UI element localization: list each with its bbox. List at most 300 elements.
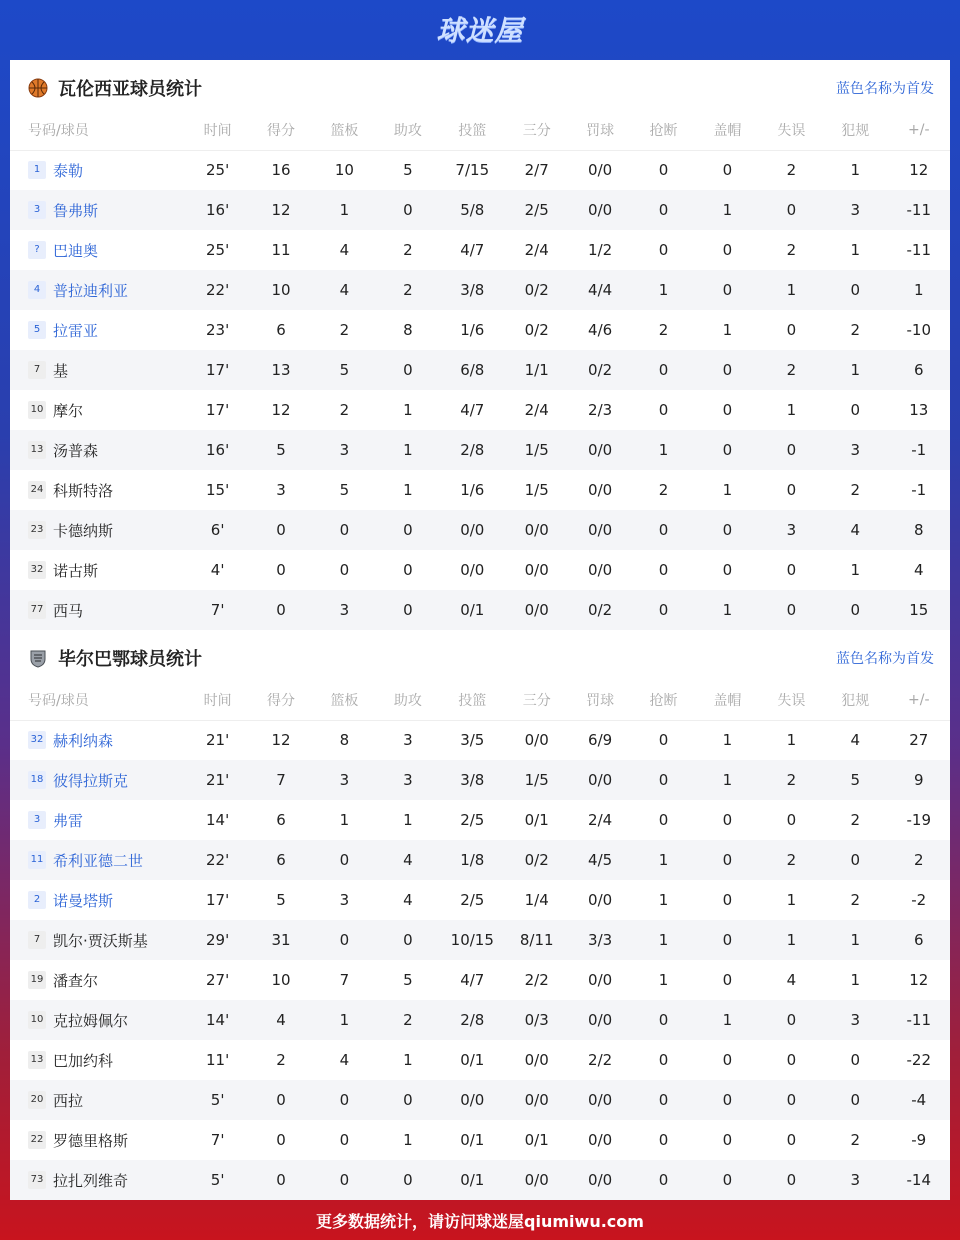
stat-cell: 0 (376, 1080, 439, 1120)
player-cell (10, 760, 186, 800)
stat-cell: 5 (823, 760, 887, 800)
stat-cell: 0 (632, 1080, 695, 1120)
stat-cell: -4 (888, 1080, 951, 1120)
stat-cell: 0 (760, 550, 823, 590)
stat-cell: 9 (888, 760, 951, 800)
stat-cell: 0 (695, 880, 759, 920)
jersey-number-badge: 77 (28, 601, 46, 619)
stat-cell: 0 (313, 840, 376, 880)
jersey-number-badge: 7 (28, 361, 46, 379)
stat-cell: -11 (888, 1000, 951, 1040)
stat-cell: 0 (376, 190, 439, 230)
stat-cell: 11' (186, 1040, 249, 1080)
basketball-icon (28, 78, 48, 98)
stat-cell: 0/0 (568, 190, 631, 230)
stat-cell: 4 (313, 270, 376, 310)
stat-cell: 0/0 (505, 1160, 568, 1200)
stat-cell: 0 (823, 840, 887, 880)
player-name-link[interactable]: 摩尔 (53, 401, 84, 420)
stat-cell: 2/2 (505, 960, 568, 1000)
stat-cell: 3 (376, 760, 439, 800)
stat-cell: -22 (888, 1040, 951, 1080)
stat-cell: 22' (186, 270, 249, 310)
player-cell (10, 880, 186, 920)
stat-cell: 1 (823, 350, 887, 390)
stat-cell: 0/0 (568, 880, 631, 920)
column-header: +/- (888, 110, 951, 150)
shield-crest-icon (28, 648, 48, 668)
stat-cell: 0 (695, 960, 759, 1000)
stat-cell: 0 (695, 430, 759, 470)
player-cell (10, 1000, 186, 1040)
column-header: 失误 (760, 680, 823, 720)
stat-cell: 1 (376, 470, 439, 510)
stat-cell: 0/2 (568, 350, 631, 390)
stat-cell: 0/0 (568, 430, 631, 470)
player-name-link[interactable]: 克拉姆佩尔 (53, 1011, 129, 1030)
stat-cell: 0 (823, 1080, 887, 1120)
column-header: 篮板 (313, 110, 376, 150)
stat-cell: 0/2 (505, 310, 568, 350)
stat-cell: 0 (695, 510, 759, 550)
starter-legend: 蓝色名称为首发 (836, 651, 934, 667)
stat-cell: 0 (313, 1080, 376, 1120)
jersey-number-badge: 32 (28, 731, 46, 749)
stat-cell: 2 (888, 840, 951, 880)
player-name-link[interactable]: 希利亚德二世 (53, 851, 144, 870)
player-name-link[interactable]: 拉扎列维奇 (53, 1171, 129, 1190)
table-row (10, 470, 950, 510)
stat-cell: 0 (632, 800, 695, 840)
stat-cell: 6' (186, 510, 249, 550)
stat-cell: 3 (823, 1160, 887, 1200)
stat-cell: 0/0 (568, 1080, 631, 1120)
table-row (10, 1120, 950, 1160)
column-header: 得分 (249, 680, 312, 720)
stat-cell: 0/0 (568, 1160, 631, 1200)
stat-cell: 4/7 (440, 230, 505, 270)
stat-cell: 2 (313, 390, 376, 430)
stat-cell: 1 (632, 960, 695, 1000)
jersey-number-badge: 73 (28, 1171, 46, 1189)
stat-cell: 0/1 (440, 1160, 505, 1200)
player-cell (10, 510, 186, 550)
jersey-number-badge: 3 (28, 811, 46, 829)
jersey-number-badge: 5 (28, 321, 46, 339)
stat-cell: 0 (760, 800, 823, 840)
table-row (10, 430, 950, 470)
stat-cell: 0 (695, 230, 759, 270)
stat-cell: 8/11 (505, 920, 568, 960)
stat-cell: 0 (632, 230, 695, 270)
stat-cell: -11 (888, 230, 951, 270)
jersey-number-badge: 7 (28, 931, 46, 949)
stat-cell: 2 (823, 310, 887, 350)
stat-cell: 17' (186, 390, 249, 430)
stat-cell: 10 (249, 960, 312, 1000)
table-header-row (10, 680, 950, 720)
stat-cell: 0 (695, 840, 759, 880)
stat-cell: 0/0 (568, 1000, 631, 1040)
stat-cell: 0 (695, 920, 759, 960)
stat-cell: 3/5 (440, 720, 505, 760)
player-cell (10, 1080, 186, 1120)
stat-cell: 0 (823, 390, 887, 430)
stat-cell: 0 (632, 1040, 695, 1080)
stat-cell: 2/7 (505, 150, 568, 190)
stat-cell: 4/5 (568, 840, 631, 880)
jersey-number-badge: 22 (28, 1131, 46, 1149)
table-row (10, 800, 950, 840)
stat-cell: 0/2 (505, 840, 568, 880)
column-header: 盖帽 (695, 680, 759, 720)
stat-cell: 1 (695, 470, 759, 510)
stat-cell: 0/0 (568, 150, 631, 190)
player-name-link[interactable]: 科斯特洛 (53, 481, 114, 500)
player-name-link[interactable]: 普拉迪利亚 (53, 281, 129, 300)
table-row (10, 230, 950, 270)
stat-cell: 5' (186, 1080, 249, 1120)
stat-cell: 6/9 (568, 720, 631, 760)
stat-cell: 2 (760, 350, 823, 390)
stat-cell: 0 (760, 1000, 823, 1040)
stat-cell: 0 (760, 1040, 823, 1080)
player-name-link[interactable]: 弗雷 (53, 811, 84, 830)
player-name-link[interactable]: 西拉 (53, 1091, 84, 1110)
stat-cell: 0 (760, 310, 823, 350)
player-name-link[interactable]: 拉雷亚 (53, 321, 99, 340)
stat-cell: 0/0 (568, 550, 631, 590)
player-name-link[interactable]: 基 (53, 361, 69, 380)
stat-cell: 12 (888, 960, 951, 1000)
stat-cell: 1 (695, 310, 759, 350)
stat-cell: 2/4 (568, 800, 631, 840)
player-cell (10, 800, 186, 840)
stat-cell: 4 (376, 880, 439, 920)
jersey-number-badge: 32 (28, 561, 46, 579)
stat-cell: 0/0 (568, 470, 631, 510)
stat-cell: 2/5 (505, 190, 568, 230)
stat-cell: 17' (186, 880, 249, 920)
stat-cell: 1 (695, 1000, 759, 1040)
stat-cell: 1 (632, 270, 695, 310)
stat-cell: 4 (313, 230, 376, 270)
stat-cell: 0/0 (505, 590, 568, 630)
stat-cell: 0 (695, 550, 759, 590)
stat-cell: 3 (313, 430, 376, 470)
player-name-link[interactable]: 卡德纳斯 (53, 521, 114, 540)
stat-cell: 1 (632, 920, 695, 960)
stat-cell: 5/8 (440, 190, 505, 230)
stat-cell: 25' (186, 230, 249, 270)
player-name-link[interactable]: 诺古斯 (53, 561, 99, 580)
jersey-number-badge: 4 (28, 281, 46, 299)
stat-cell: 2/2 (568, 1040, 631, 1080)
stat-cell: 1 (695, 590, 759, 630)
stat-cell: 0/3 (505, 1000, 568, 1040)
table-row (10, 760, 950, 800)
jersey-number-badge: 19 (28, 971, 46, 989)
stat-cell: 4/7 (440, 960, 505, 1000)
stat-cell: 0 (632, 590, 695, 630)
stat-cell: 1/2 (568, 230, 631, 270)
column-header: 投篮 (440, 680, 505, 720)
player-cell (10, 230, 186, 270)
stat-cell: 4 (249, 1000, 312, 1040)
player-name-link[interactable]: 巴迪奥 (53, 241, 99, 260)
stat-cell: 0 (313, 1120, 376, 1160)
stat-cell: 1 (632, 430, 695, 470)
player-name-link[interactable]: 汤普森 (53, 441, 99, 460)
stat-cell: 4 (823, 510, 887, 550)
stat-cell: 3/3 (568, 920, 631, 960)
stat-cell: 0/1 (440, 1120, 505, 1160)
table-row (10, 190, 950, 230)
stat-cell: 6 (888, 350, 951, 390)
jersey-number-badge: 10 (28, 401, 46, 419)
stat-cell: 1/6 (440, 310, 505, 350)
stat-cell: 0 (695, 800, 759, 840)
stat-cell: 0 (760, 1080, 823, 1120)
player-cell (10, 1040, 186, 1080)
stat-cell: 0 (376, 350, 439, 390)
stat-cell: 6 (249, 840, 312, 880)
stat-cell: 23' (186, 310, 249, 350)
player-cell (10, 310, 186, 350)
stat-cell: 5 (249, 430, 312, 470)
stat-cell: 1/1 (505, 350, 568, 390)
stat-cell: 6 (249, 800, 312, 840)
stat-cell: 3 (313, 880, 376, 920)
player-cell (10, 1160, 186, 1200)
player-name-link[interactable]: 潘查尔 (53, 971, 99, 990)
stat-cell: 16 (249, 150, 312, 190)
stat-cell: 4 (888, 550, 951, 590)
team-2-header (10, 630, 950, 686)
stat-cell: 13 (249, 350, 312, 390)
stat-cell: 1 (695, 720, 759, 760)
site-logo[interactable]: 球迷屋 (436, 14, 524, 47)
stat-cell: 0 (313, 920, 376, 960)
stat-cell: 0 (695, 270, 759, 310)
stat-cell: 2/4 (505, 230, 568, 270)
stat-cell: 0 (632, 390, 695, 430)
stat-cell: 0/0 (505, 720, 568, 760)
column-header: 抢断 (632, 110, 695, 150)
team-1-header (10, 60, 950, 116)
stat-cell: 0/0 (440, 550, 505, 590)
stat-cell: 2 (376, 270, 439, 310)
column-header: 投篮 (440, 110, 505, 150)
stat-cell: 5 (376, 150, 439, 190)
stat-cell: 12 (249, 720, 312, 760)
jersey-number-badge: 18 (28, 771, 46, 789)
stat-cell: 2/5 (440, 880, 505, 920)
player-cell (10, 150, 186, 190)
stat-cell: 1/5 (505, 470, 568, 510)
stat-cell: 0 (695, 1120, 759, 1160)
player-name-link[interactable]: 巴加约科 (53, 1051, 114, 1070)
column-header: 失误 (760, 110, 823, 150)
stat-cell: 12 (249, 390, 312, 430)
stat-cell: 8 (313, 720, 376, 760)
stat-cell: 0 (760, 470, 823, 510)
stat-cell: 0/0 (568, 760, 631, 800)
stat-cell: 0 (632, 720, 695, 760)
stat-cell: 0 (695, 1160, 759, 1200)
stat-cell: 5 (376, 960, 439, 1000)
stat-cell: 0 (760, 190, 823, 230)
jersey-number-badge: 10 (28, 1011, 46, 1029)
stat-cell: 2 (823, 1120, 887, 1160)
jersey-number-badge: 13 (28, 1051, 46, 1069)
stat-cell: 2 (823, 470, 887, 510)
player-name-link[interactable]: 彼得拉斯克 (53, 771, 129, 790)
table-row (10, 1040, 950, 1080)
jersey-number-badge: 1 (28, 161, 46, 179)
stat-cell: 3 (376, 720, 439, 760)
stat-cell: 4/7 (440, 390, 505, 430)
stat-cell: 0 (376, 550, 439, 590)
table-row (10, 350, 950, 390)
stat-cell: 5 (313, 350, 376, 390)
stat-cell: 0 (695, 1040, 759, 1080)
stat-cell: 0 (632, 1120, 695, 1160)
column-header: 犯规 (823, 110, 887, 150)
footer-text[interactable]: 更多数据统计，请访问球迷屋qiumiwu.com (316, 1211, 644, 1231)
stat-cell: -19 (888, 800, 951, 840)
player-cell (10, 590, 186, 630)
stat-cell: -11 (888, 190, 951, 230)
stat-cell: 1 (760, 920, 823, 960)
stat-cell: 3 (313, 760, 376, 800)
table-row (10, 1000, 950, 1040)
stat-cell: 3 (249, 470, 312, 510)
stat-cell: 1 (632, 880, 695, 920)
top-header (0, 0, 960, 58)
stat-cell: 0/1 (505, 800, 568, 840)
column-header: 三分 (505, 680, 568, 720)
stat-cell: 16' (186, 190, 249, 230)
stat-cell: 0/0 (505, 550, 568, 590)
stat-cell: 0 (760, 1160, 823, 1200)
stat-cell: 10/15 (440, 920, 505, 960)
column-header: 犯规 (823, 680, 887, 720)
table-row (10, 590, 950, 630)
column-header: 罚球 (568, 110, 631, 150)
stat-cell: 0 (632, 350, 695, 390)
stat-cell: 7 (313, 960, 376, 1000)
player-name-link[interactable]: 凯尔·贾沃斯基 (53, 931, 148, 950)
table-row (10, 310, 950, 350)
player-cell (10, 550, 186, 590)
stat-cell: 0/0 (568, 510, 631, 550)
player-name-link[interactable]: 鲁弗斯 (53, 201, 99, 220)
stat-cell: 2 (632, 310, 695, 350)
table-row (10, 840, 950, 880)
stat-cell: 0 (823, 270, 887, 310)
player-name-link[interactable]: 罗德里格斯 (53, 1131, 129, 1150)
column-header: 助攻 (376, 110, 439, 150)
table-row (10, 550, 950, 590)
column-header: 抢断 (632, 680, 695, 720)
table-row (10, 920, 950, 960)
player-name-link[interactable]: 西马 (53, 601, 84, 620)
stat-cell: 3 (760, 510, 823, 550)
stat-cell: 4/6 (568, 310, 631, 350)
stat-cell: 15' (186, 470, 249, 510)
stat-cell: 1 (695, 190, 759, 230)
stat-cell: -14 (888, 1160, 951, 1200)
stat-cell: 1 (823, 550, 887, 590)
stat-cell: 4 (313, 1040, 376, 1080)
stat-cell: 8 (376, 310, 439, 350)
table-row (10, 1080, 950, 1120)
stat-cell: 0 (249, 1120, 312, 1160)
stat-cell: 0 (313, 1160, 376, 1200)
stat-cell: 0 (760, 1120, 823, 1160)
stat-cell: 0/1 (440, 1040, 505, 1080)
stat-cell: 11 (249, 230, 312, 270)
stat-cell: -1 (888, 470, 951, 510)
stat-cell: 29' (186, 920, 249, 960)
table-header-row (10, 110, 950, 150)
stat-cell: 1 (313, 190, 376, 230)
player-name-link[interactable]: 赫利纳森 (53, 731, 114, 750)
team-1-stats-table (10, 110, 950, 630)
stat-cell: 2 (249, 1040, 312, 1080)
player-name-link[interactable]: 泰勒 (53, 161, 84, 180)
stat-cell: 0 (760, 590, 823, 630)
stat-cell: 17' (186, 350, 249, 390)
stat-cell: 1 (823, 230, 887, 270)
stat-cell: 2/5 (440, 800, 505, 840)
jersey-number-badge: 20 (28, 1091, 46, 1109)
starter-legend: 蓝色名称为首发 (836, 81, 934, 97)
table-row (10, 1160, 950, 1200)
stat-cell: 3 (313, 590, 376, 630)
column-header: 得分 (249, 110, 312, 150)
player-cell (10, 390, 186, 430)
stat-cell: 10 (249, 270, 312, 310)
column-header: 盖帽 (695, 110, 759, 150)
table-row (10, 390, 950, 430)
column-header: +/- (888, 680, 951, 720)
jersey-number-badge: 13 (28, 441, 46, 459)
stat-cell: 2 (376, 230, 439, 270)
stat-cell: 2/8 (440, 430, 505, 470)
player-name-link[interactable]: 诺曼塔斯 (53, 891, 114, 910)
stat-cell: 7/15 (440, 150, 505, 190)
stat-cell: 4 (760, 960, 823, 1000)
stat-cell: 14' (186, 800, 249, 840)
stat-cell: 7' (186, 590, 249, 630)
stat-cell: 13 (888, 390, 951, 430)
stat-cell: 2/4 (505, 390, 568, 430)
stat-cell: 0/0 (505, 1080, 568, 1120)
stat-cell: 7' (186, 1120, 249, 1160)
stat-cell: 0 (249, 1160, 312, 1200)
stat-cell: 0 (823, 590, 887, 630)
stat-cell: 4 (823, 720, 887, 760)
team-1-title: 瓦伦西亚球员统计 (58, 79, 202, 100)
stat-cell: 0 (376, 590, 439, 630)
column-header: 时间 (186, 110, 249, 150)
team-2-stats-table (10, 680, 950, 1200)
stat-cell: 1 (632, 840, 695, 880)
stat-cell: 1/4 (505, 880, 568, 920)
stat-cell: 12 (249, 190, 312, 230)
